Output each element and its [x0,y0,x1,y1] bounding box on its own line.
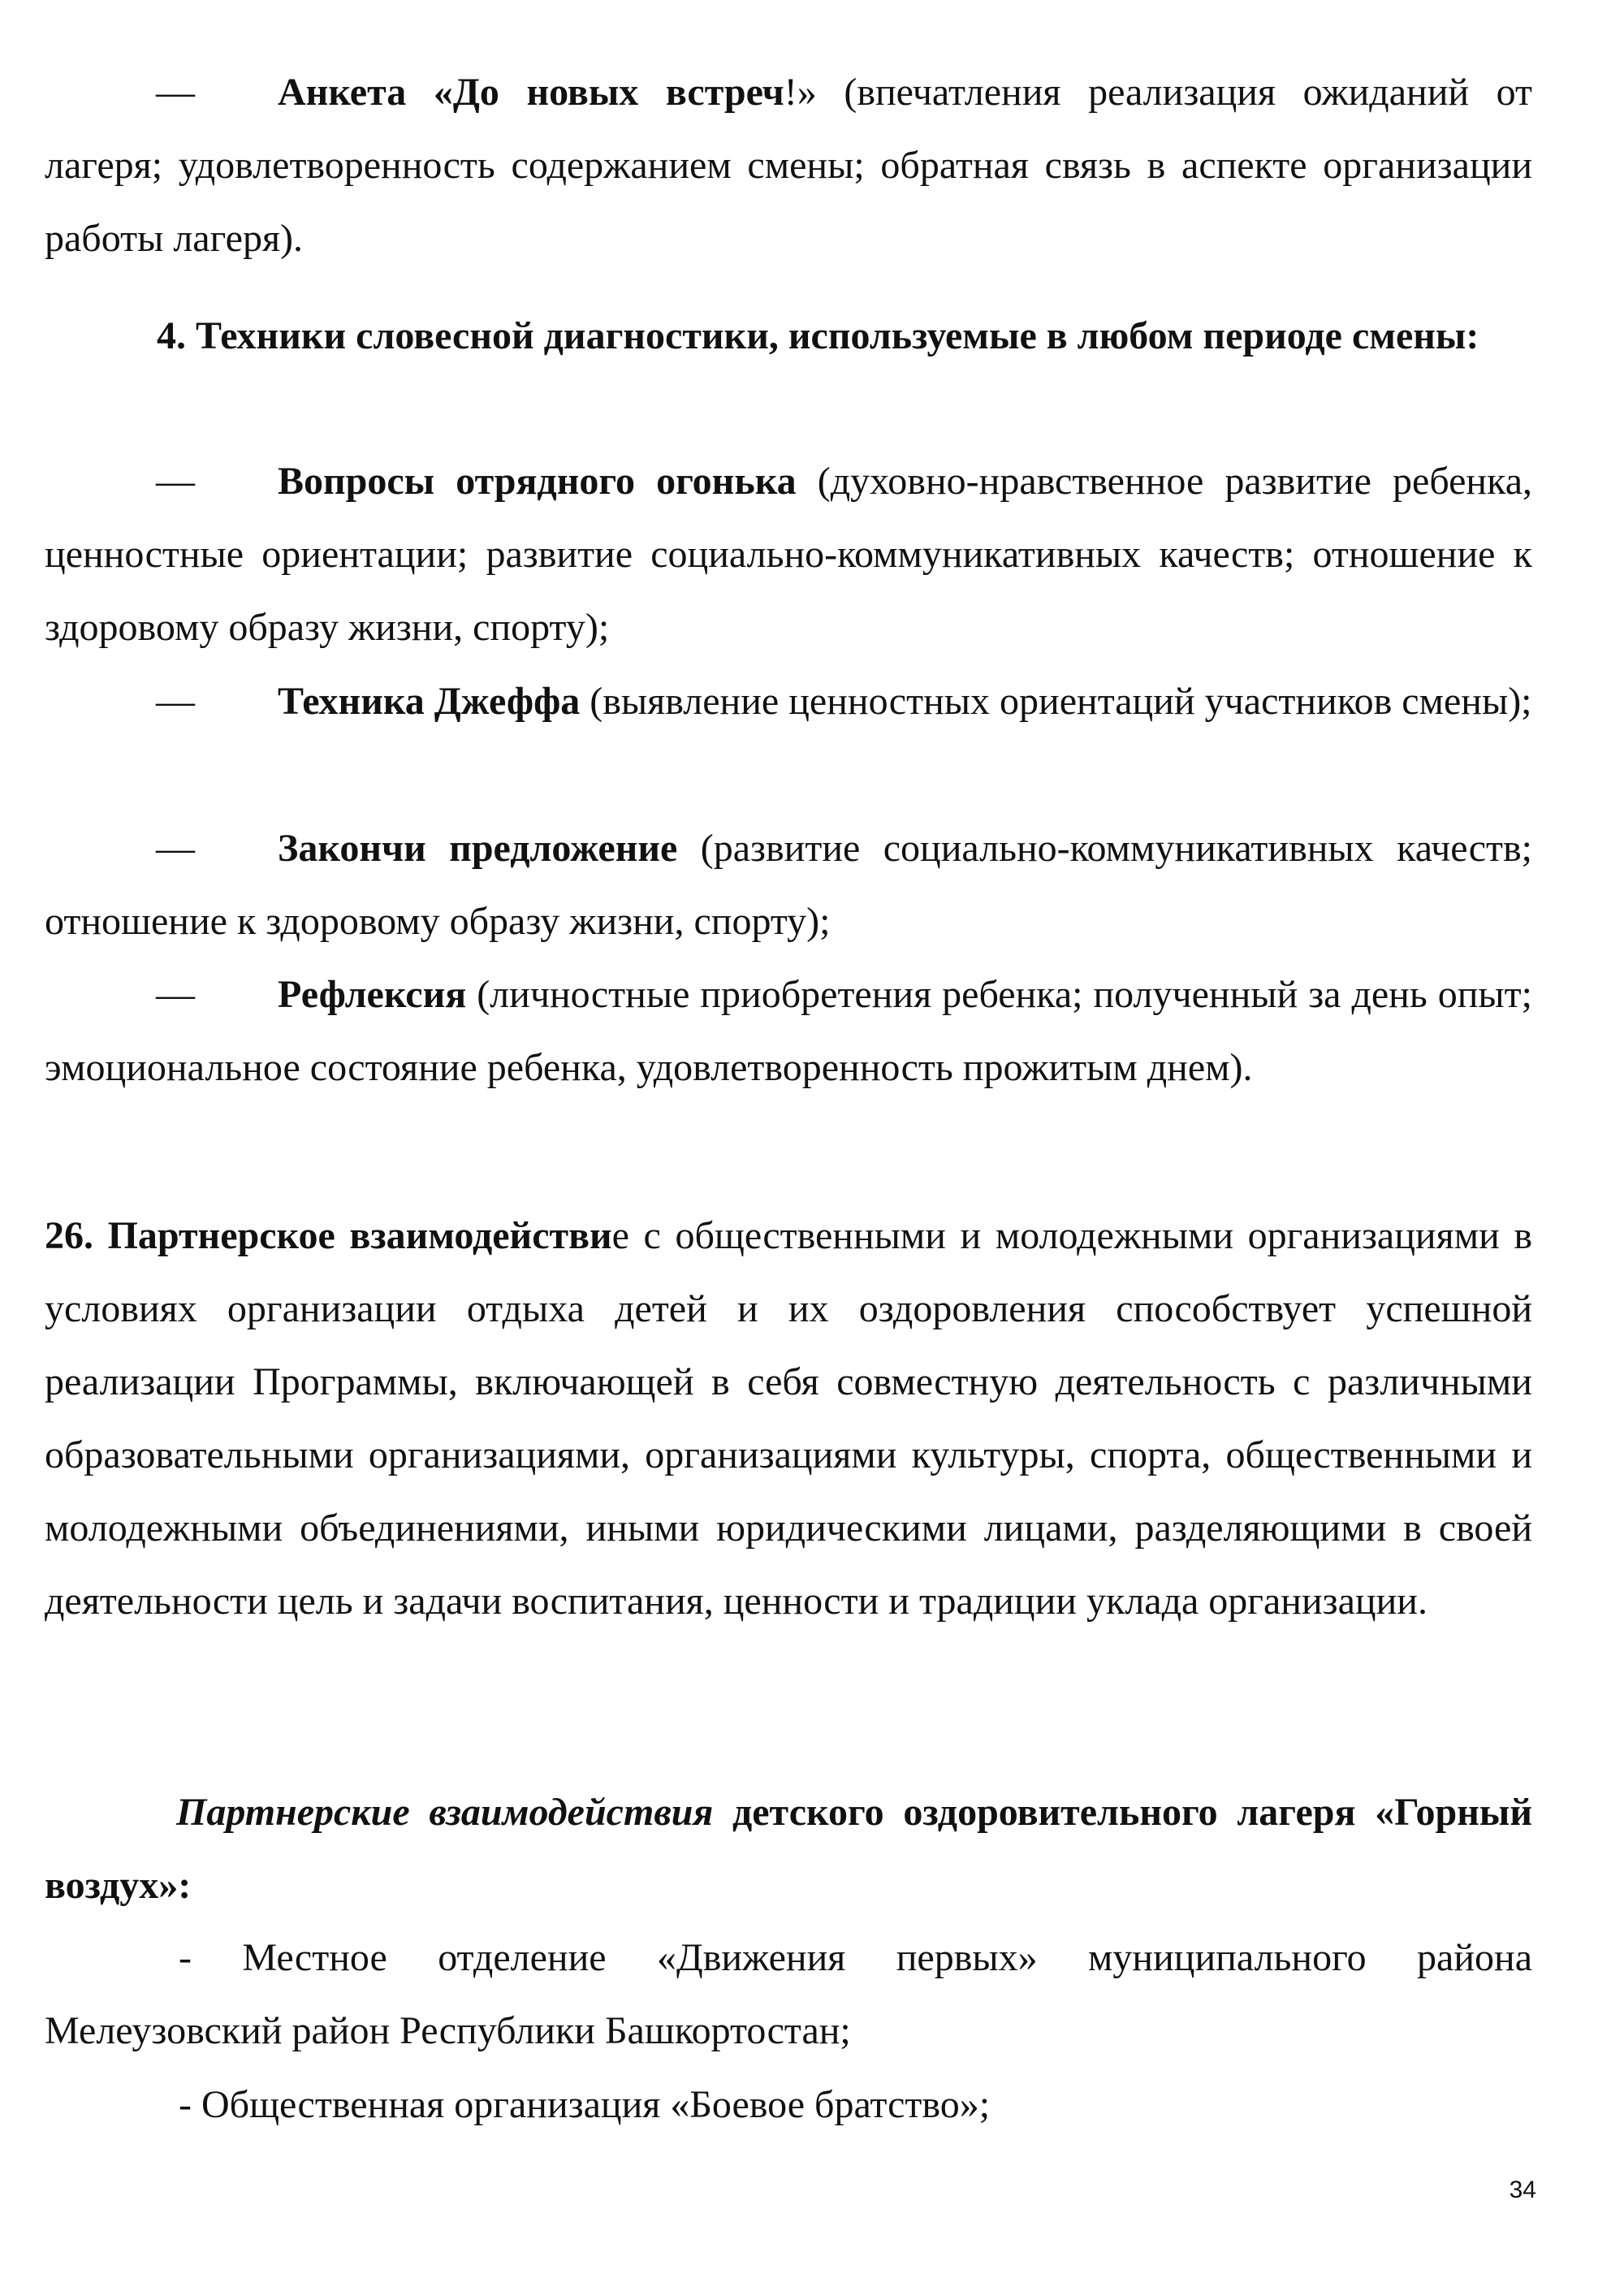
item-text: (духовно-нравственное развитие ребенка, ценностные ориентации; развитие социально-коммуникативных качеств; отношение к здоровому образу жизни, спорту); [45,460,1533,649]
page-number: 34 [1509,2176,1536,2203]
item-text: !» (впечатления реализация ожиданий от лагеря; удовлетворенность содержанием смены; обратная связь в аспекте организации работы лагеря). [45,71,1533,260]
item-title: Техника Джеффа [278,680,581,723]
item-text: (развитие социально-коммуникативных качеств; отношение к здоровому образу жизни, спорту); [45,827,1533,943]
list-item-voprosy [45,445,1532,664]
list-item-refleksiya [45,958,1532,1104]
dash-marker: — [156,680,195,723]
dash-marker: — [156,71,195,114]
dash-marker: — [156,460,195,503]
partner-item-2: - Общественная организация «Боевое братство»; [179,2083,991,2126]
list-item-dzheff [45,665,1532,738]
item-title: Рефлексия [278,973,467,1016]
dash-marker: — [156,827,195,870]
section-26-title: 26. Партнерское взаимодействи [45,1214,612,1257]
item-text: (личностные приобретения ребенка; полученный за день опыт; эмоциональное состояние ребенка, удовлетворенность прожитым днем). [45,973,1532,1089]
partner-item-1: - Местное отделение «Движения первых» муниципального района Мелеузовский район Республики Башкортостан; [45,1936,1532,2052]
dash-marker: — [156,973,195,1016]
item-text: (выявление ценностных ориентаций участников смены); [580,680,1532,723]
item-title: Закончи предложение [278,827,678,870]
item-title: Анкета «До новых встреч [278,71,784,114]
partners-heading-italic: Партнерские взаимодействия [176,1791,714,1834]
section-26-paragraph [45,1200,1532,1638]
section-heading-techniques: 4. Техники словесной диагностики, используемые в любом периоде смены: [157,314,1479,357]
item-title: Вопросы отрядного огонька [278,460,797,503]
partners-heading-bold: детского оздоровительного лагеря «Горный воздух»: [45,1791,1532,1907]
list-item-zakonchi [45,812,1532,958]
partners-heading [45,1776,1532,1922]
section-26-text: е с общественными и молодежными организациями в условиях организации отдыха детей и их оздоровления способствует успешной реализации Программы, включающей в себя совместную деятельность с различными образовательными организациями, организациями культуры, спорта, общественными и молодежными объединениями, иными юридическими лицами, разделяющими в своей деятельности цель и задачи воспитания, ценности и традиции уклада организации. [45,1214,1532,1623]
list-item-anketa [45,56,1532,275]
